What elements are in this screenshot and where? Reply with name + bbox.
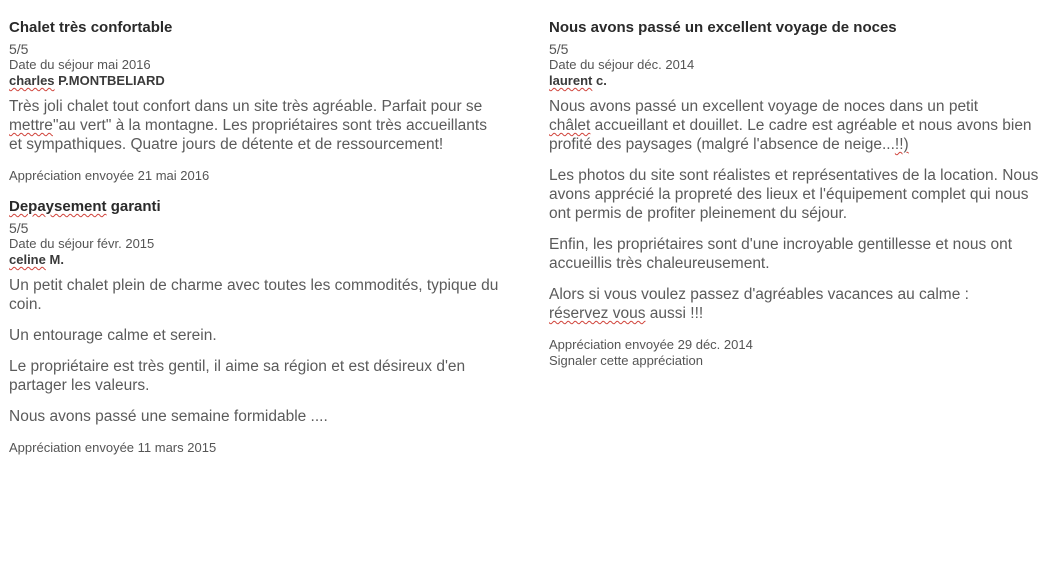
review-paragraph: Un petit chalet plein de charme avec toutes les commodités, typique du coin. [9,277,499,313]
stay-date: Date du séjour mai 2016 [9,57,151,72]
review-rating: 5/5 [9,41,29,57]
review-paragraph: Nous avons passé une semaine formidable .... [9,408,328,425]
review-rating: 5/5 [549,41,569,57]
spellcheck-word: châlet [549,117,591,134]
author-last-name: M. [49,252,64,267]
review-title: Chalet très confortable [9,19,173,36]
review-card [549,18,1049,369]
spellcheck-word: !!) [894,136,909,153]
text-segment: Alors si vous voulez passez d'agréables vacances au calme : [549,286,969,303]
stay-date: Date du séjour déc. 2014 [549,57,695,72]
review-paragraph [549,97,1049,154]
report-review-link[interactable]: Signaler cette appréciation [549,353,703,368]
left-column [9,18,499,456]
stay-date: Date du séjour févr. 2015 [9,236,155,251]
review-paragraph: Le propriétaire est très gentil, il aime sa région et est désireux d'en partager les valeurs. [9,358,466,394]
review-paragraph: Enfin, les propriétaires sont d'une incroyable gentillesse et nous ont accueillis très chaleureusement. [549,236,1013,272]
review-paragraph: Un entourage calme et serein. [9,327,217,344]
review-body [549,97,1049,323]
review-title: Nous avons passé un excellent voyage de noces [549,19,897,36]
spellcheck-word: réservez vous [549,305,646,322]
author-first-name: charles [9,73,55,88]
text-segment: "au vert" à la montagne. Les propriétaires sont très accueillants et sympathiques. Quatre jours de détente et de ressourcement! [9,117,487,153]
spellcheck-word: mettre [9,117,53,134]
review-sent-date: Appréciation envoyée 21 mai 2016 [9,168,210,183]
review-author [9,73,499,89]
review-title [9,197,499,216]
review-body [9,97,499,154]
text-segment: accueillant et douillet. Le cadre est agréable et nous avons bien profité des paysages (malgré l'absence de neige... [549,117,1032,153]
review-sent-date: Appréciation envoyée 29 déc. 2014 [549,337,753,352]
review-paragraph [9,97,499,154]
review-card [9,18,499,184]
text-segment: Nous avons passé un excellent voyage de noces dans un petit [549,98,979,115]
author-last-name: P.MONTBELIARD [58,73,165,88]
text-segment: Très joli chalet tout confort dans un site très agréable. Parfait pour se [9,98,483,115]
right-column [549,18,1049,369]
author-first-name: laurent [549,73,593,88]
text-segment: garanti [106,198,161,215]
review-author [549,73,1049,89]
author-first-name: celine [9,252,46,267]
review-sent-date: Appréciation envoyée 11 mars 2015 [9,440,217,455]
author-last-name: c. [595,73,607,88]
spellcheck-word: Depaysement [9,198,107,215]
review-paragraph [549,285,1049,323]
review-card [9,197,499,456]
review-author [9,252,499,268]
review-paragraph: Les photos du site sont réalistes et représentatives de la location. Nous avons apprécié la propreté des lieux et l'équipement complet qui nous ont permis de profiter pleinement du séjour. [549,167,1039,222]
review-rating: 5/5 [9,220,29,236]
text-segment: aussi !!! [645,305,704,322]
review-body [9,276,499,426]
